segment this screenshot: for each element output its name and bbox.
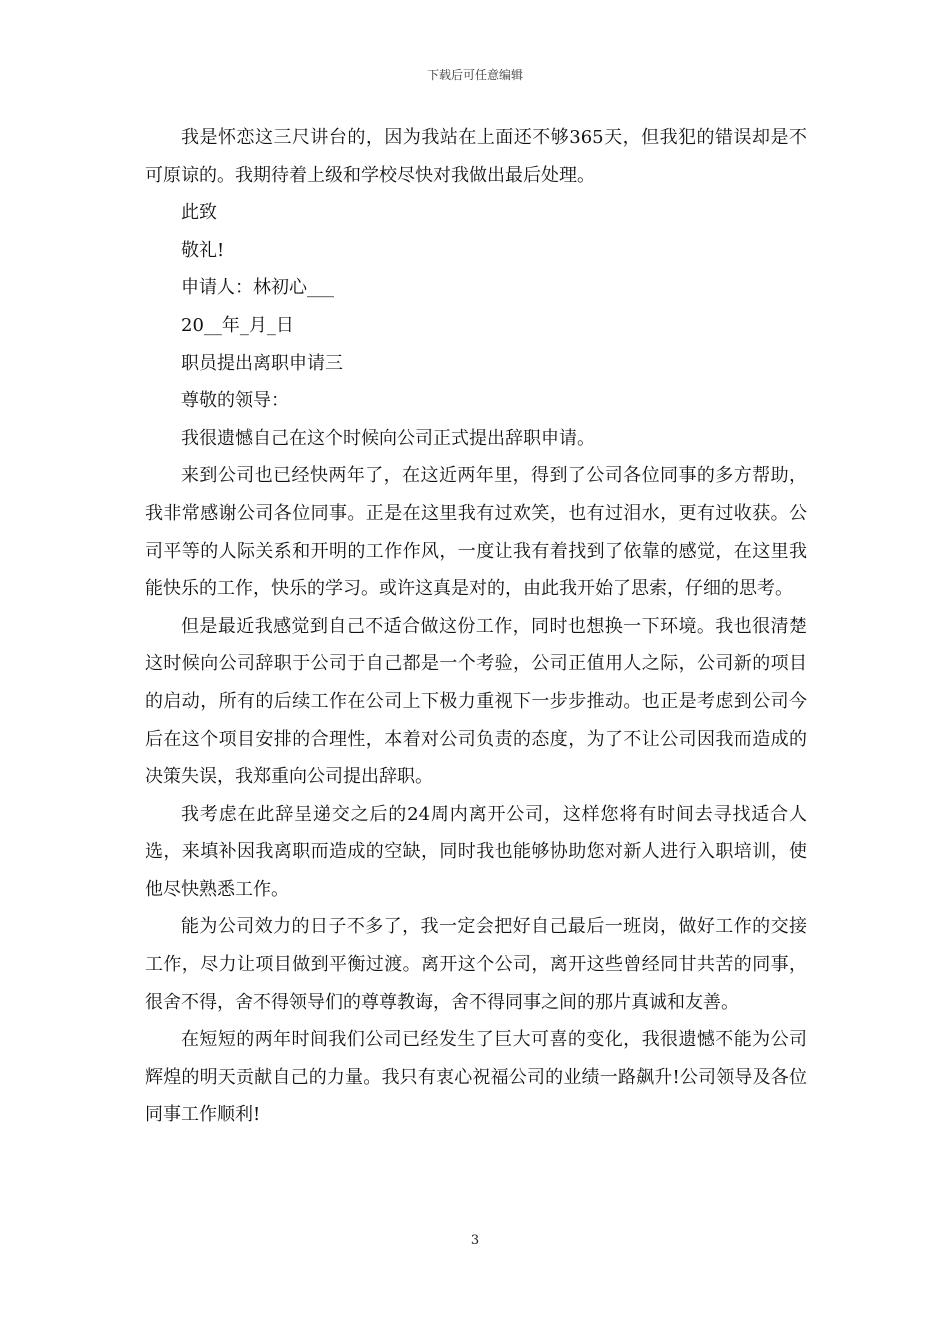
page-header: 下载后可任意编辑: [426, 68, 523, 82]
document-body: [145, 119, 807, 1134]
paragraph-handover: 能为公司效力的日子不多了，我一定会把好自己最后一班岗，做好工作的交接工作，尽力让项目做到平衡过渡。离开这个公司，离开这些曾经同甘共苦的同事，很舍不得，舍不得领导们的尊尊教诲，舍不得同事之间的那片真诚和友善。: [145, 916, 807, 1013]
closing-salutation: 此致: [181, 202, 217, 224]
paragraph-regret-teaching: 我是怀恋这三尺讲台的，因为我站在上面还不够365天，但我犯的错误却是不可原谅的。我期待着上级和学校尽快对我做出最后处理。: [145, 127, 807, 186]
page-number: 3: [470, 1233, 480, 1248]
applicant-signature: 申请人：林初心___: [181, 277, 334, 299]
paragraph-intro: 我很遗憾自己在这个时候向公司正式提出辞职申请。: [181, 427, 595, 449]
paragraph-gratitude: 来到公司也已经快两年了，在这近两年里，得到了公司各位同事的多方帮助，我非常感谢公司各位同事。正是在这里我有过欢笑，也有过泪水，更有过收获。公司平等的人际关系和开明的工作作风，一度让我有着找到了依靠的感觉，在这里我能快乐的工作，快乐的学习。或许这真是对的，由此我开始了思索，仔细的思考。: [145, 465, 807, 600]
paragraph-reason: 但是最近我感觉到自己不适合做这份工作，同时也想换一下环境。我也很清楚这时候向公司辞职于公司于自己都是一个考验，公司正值用人之际，公司新的项目的启动，所有的后续工作在公司上下极力重视下一步步推动。也正是考虑到公司今后在这个项目安排的合理性，本着对公司负责的态度，为了不让公司因我而造成的决策失误，我郑重向公司提出辞职。: [145, 615, 807, 788]
paragraph-timeline: 我考虑在此辞呈递交之后的24周内离开公司，这样您将有时间去寻找适合人选，来填补因我离职而造成的空缺，同时我也能够协助您对新人进行入职培训，使他尽快熟悉工作。: [145, 803, 807, 900]
greeting: 尊敬的领导：: [181, 390, 289, 412]
section-title: 职员提出离职申请三: [181, 352, 343, 374]
paragraph-wishes: 在短短的两年时间我们公司已经发生了巨大可喜的变化，我很遗憾不能为公司辉煌的明天贡献自己的力量。我只有衷心祝福公司的业绩一路飙升!公司领导及各位同事工作顺利!: [145, 1029, 807, 1126]
date-line: 20__年_月_日: [181, 314, 294, 336]
closing-regards: 敬礼!: [181, 239, 225, 261]
